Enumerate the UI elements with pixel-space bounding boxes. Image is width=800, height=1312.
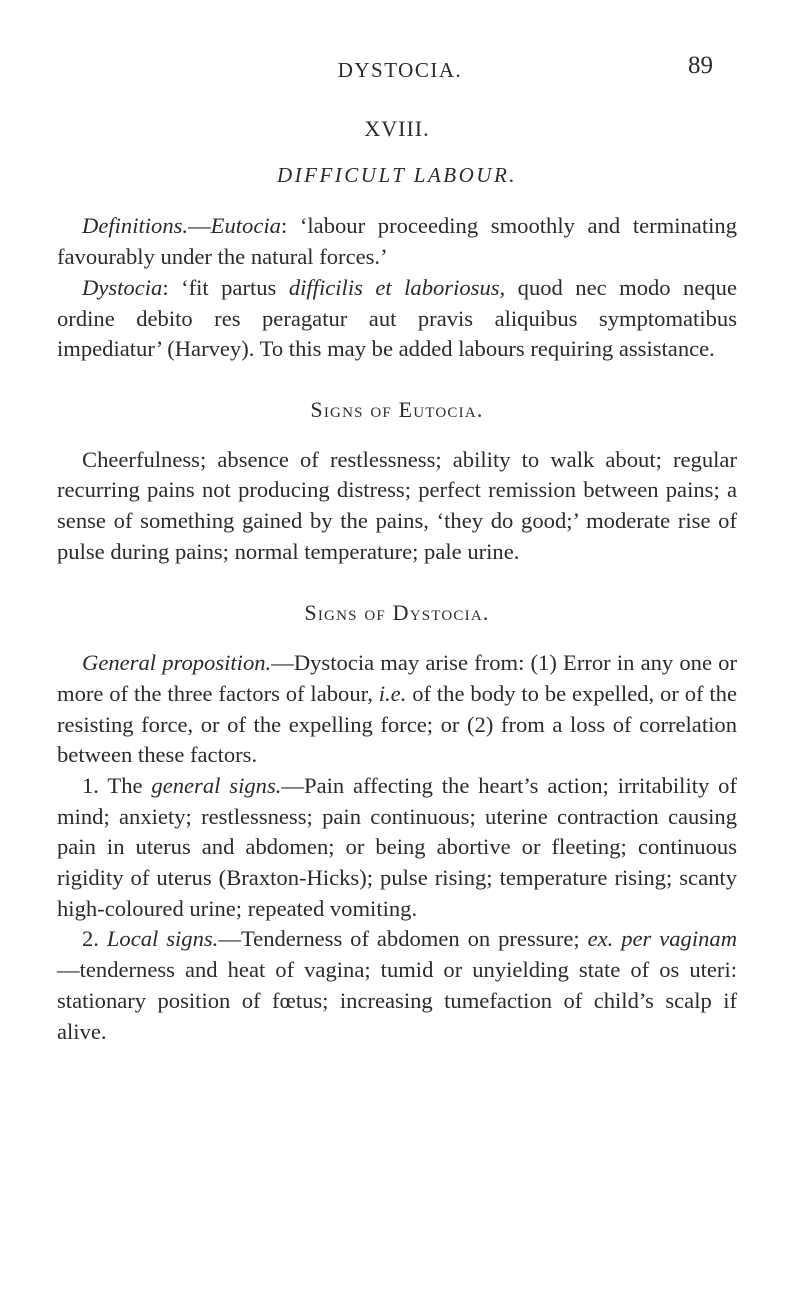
- general-signs-paragraph: [57, 771, 737, 925]
- dystocia-definition-end: quod nec modo neque ordine debito res peragatur aut pravis aliquibus symptomatibus impediatur’ (Harvey). To this may be added labours requiring assistance.: [57, 274, 737, 362]
- eutocia-term: Eutocia: [210, 213, 281, 239]
- local-signs-paragraph: [57, 924, 737, 1047]
- running-head: [0, 48, 800, 88]
- definitions-dash: —: [188, 213, 211, 239]
- signs-of-eutocia-heading: Signs of Eutocia.: [310, 396, 484, 422]
- general-proposition-lead: General proposition.: [82, 650, 272, 676]
- general-signs-text: —Pain affecting the heart’s action; irritability of mind; anxiety; restlessness; pain continuous; uterine contraction causing pain in uterus and abdomen; or being abortive or fleeting; continuous rigidity of uterus (Braxton-Hicks); pulse rising; temperature rising; scanty high-coloured urine; repeated vomiting.: [57, 772, 737, 921]
- definitions-paragraph: [57, 211, 737, 272]
- per-vaginam-phrase: ex. per vaginam: [587, 926, 738, 952]
- chapter-title: DIFFICULT LABOUR.: [276, 162, 518, 187]
- definitions-lead: Definitions.: [82, 213, 189, 239]
- page-content: [57, 114, 737, 1047]
- ie-abbreviation: i.e.: [378, 680, 407, 706]
- signs-of-dystocia-heading: Signs of Dystocia.: [304, 600, 490, 626]
- local-signs-lead: Local signs.: [106, 926, 219, 952]
- local-signs-text-end: —tenderness and heat of vagina; tumid or unyielding state of os uteri: stationary position of fœtus; increasing tumefaction of child’s scalp if alive.: [57, 957, 737, 1044]
- dystocia-definition-paragraph: [57, 273, 737, 365]
- general-proposition-text-start: —Dystocia may arise from: (1) Error in any one or more of the three factors of labour,: [57, 650, 737, 706]
- dystocia-latin-phrase: difficilis et laboriosus,: [288, 274, 506, 300]
- dystocia-definition-start: : ‘fit partus: [162, 274, 289, 300]
- general-proposition-paragraph: [57, 648, 737, 771]
- chapter-number: XVIII.: [364, 116, 430, 141]
- signs-of-eutocia-paragraph: Cheerfulness; absence of restlessness; ability to walk about; regular recurring pains not producing distress; perfect remission between pains; a sense of something gained by the pains, ‘they do good;’ moderate rise of pulse during pains; normal temperature; pale urine.: [57, 446, 737, 564]
- page-number: 89: [688, 52, 713, 79]
- local-signs-text-start: —Tenderness of abdomen on pressure;: [218, 926, 588, 952]
- local-signs-number: 2.: [82, 926, 107, 952]
- dystocia-term: Dystocia: [82, 274, 163, 300]
- running-title: DYSTOCIA.: [337, 58, 463, 82]
- general-signs-number: 1. The: [82, 772, 152, 798]
- general-proposition-text-end: of the body to be expelled, or of the resisting force, or of the expelling force; or (2) from a loss of correlation between these factors.: [57, 680, 737, 768]
- general-signs-lead: general signs.: [151, 772, 282, 798]
- eutocia-definition: : ‘labour proceeding smoothly and terminating favourably under the natural forces.’: [57, 213, 737, 270]
